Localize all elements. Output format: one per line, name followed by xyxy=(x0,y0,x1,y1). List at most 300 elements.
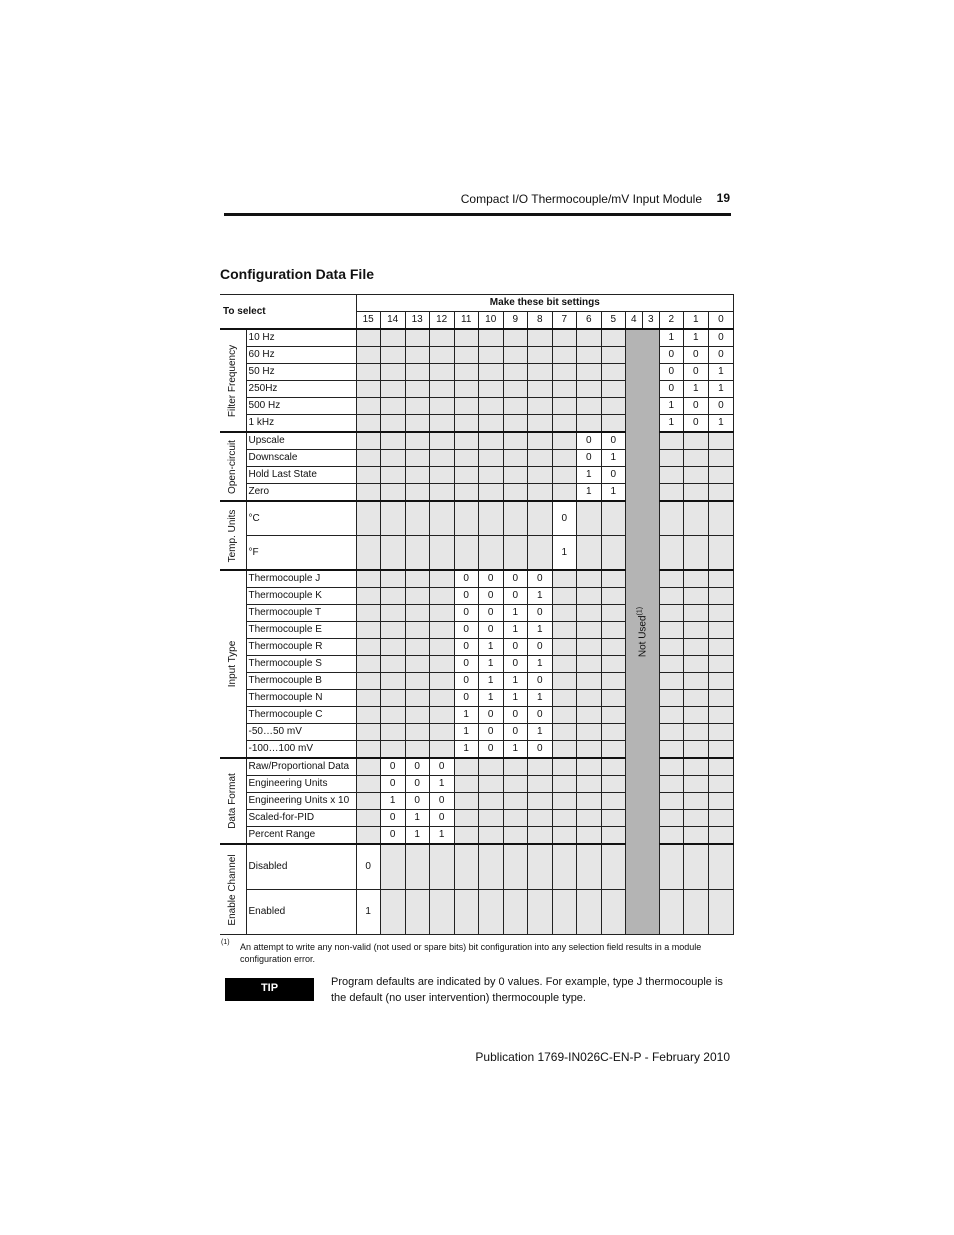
bit-cell-2: 0 xyxy=(659,364,683,381)
bit-cell-9 xyxy=(503,398,527,415)
bit-cell-5 xyxy=(601,381,625,398)
bit-cell-11: 0 xyxy=(454,570,478,588)
bit-cell-12 xyxy=(429,570,454,588)
bit-cell-1 xyxy=(683,776,708,793)
bit-cell-9: 1 xyxy=(503,690,527,707)
bit-cell-8: 1 xyxy=(527,690,552,707)
bit-cell-8 xyxy=(527,793,552,810)
bit-cell-10 xyxy=(478,432,503,450)
bit-cell-1 xyxy=(683,793,708,810)
bit-cell-0 xyxy=(708,570,733,588)
bit-cell-2 xyxy=(659,570,683,588)
bit-cell-15 xyxy=(356,329,380,347)
bit-cell-13: 1 xyxy=(405,827,429,845)
bit-cell-13 xyxy=(405,707,429,724)
bit-cell-12 xyxy=(429,364,454,381)
bit-cell-0 xyxy=(708,690,733,707)
bit-cell-15: 0 xyxy=(356,844,380,890)
bit-cell-7 xyxy=(552,398,576,415)
option-label: 250Hz xyxy=(246,381,356,398)
bit-cell-11: 1 xyxy=(454,741,478,759)
bit-cell-8 xyxy=(527,467,552,484)
bit-cell-8: 1 xyxy=(527,588,552,605)
bit-cell-0 xyxy=(708,827,733,845)
bit-cell-11 xyxy=(454,890,478,935)
bit-cell-12: 1 xyxy=(429,827,454,845)
bit-cell-2 xyxy=(659,793,683,810)
option-label: Zero xyxy=(246,484,356,502)
bit-cell-6 xyxy=(576,741,601,759)
bit-cell-11: 0 xyxy=(454,690,478,707)
bit-cell-7 xyxy=(552,810,576,827)
bit-cell-8 xyxy=(527,347,552,364)
bit-cell-2 xyxy=(659,690,683,707)
bit-cell-15 xyxy=(356,536,380,571)
bit-cell-9 xyxy=(503,793,527,810)
bit-cell-11: 0 xyxy=(454,588,478,605)
bit-cell-0 xyxy=(708,639,733,656)
bit-cell-8 xyxy=(527,844,552,890)
bit-cell-14 xyxy=(380,501,405,536)
bit-cell-7 xyxy=(552,707,576,724)
bit-header-12: 12 xyxy=(429,312,454,330)
group-label-text: Enable Channel xyxy=(226,853,238,926)
option-label: -50…50 mV xyxy=(246,724,356,741)
bit-cell-14 xyxy=(380,741,405,759)
bit-cell-15 xyxy=(356,501,380,536)
bit-cell-7 xyxy=(552,364,576,381)
bit-cell-7 xyxy=(552,484,576,502)
bit-cell-2: 1 xyxy=(659,415,683,433)
bit-cell-13: 0 xyxy=(405,793,429,810)
bit-cell-12: 1 xyxy=(429,776,454,793)
bit-cell-7 xyxy=(552,690,576,707)
option-label: Upscale xyxy=(246,432,356,450)
bit-cell-5 xyxy=(601,827,625,845)
bit-cell-15 xyxy=(356,605,380,622)
bit-cell-15 xyxy=(356,364,380,381)
bit-cell-1 xyxy=(683,810,708,827)
bit-cell-9: 0 xyxy=(503,724,527,741)
bit-cell-6 xyxy=(576,758,601,776)
not-used-label: Not Used$^{(1)}$ xyxy=(636,606,649,658)
bit-cell-2 xyxy=(659,588,683,605)
bit-cell-1 xyxy=(683,890,708,935)
bit-cell-10 xyxy=(478,890,503,935)
bit-cell-12 xyxy=(429,724,454,741)
bit-cell-11 xyxy=(454,810,478,827)
bit-cell-0 xyxy=(708,467,733,484)
bit-cell-10 xyxy=(478,793,503,810)
bit-cell-7 xyxy=(552,450,576,467)
bit-cell-6 xyxy=(576,605,601,622)
bit-cell-11 xyxy=(454,467,478,484)
bit-cell-6 xyxy=(576,639,601,656)
bit-cell-14 xyxy=(380,588,405,605)
bit-cell-12 xyxy=(429,467,454,484)
option-label: Thermocouple B xyxy=(246,673,356,690)
bit-cell-7 xyxy=(552,570,576,588)
bit-cell-2 xyxy=(659,605,683,622)
bit-cell-5 xyxy=(601,724,625,741)
bit-cell-2 xyxy=(659,639,683,656)
bit-header-6: 6 xyxy=(576,312,601,330)
bit-cell-8 xyxy=(527,484,552,502)
bit-cell-6 xyxy=(576,588,601,605)
option-label: °C xyxy=(246,501,356,536)
bit-cell-12 xyxy=(429,639,454,656)
bit-cell-0 xyxy=(708,536,733,571)
bit-cell-10 xyxy=(478,329,503,347)
bit-cell-0: 1 xyxy=(708,415,733,433)
bit-cell-15 xyxy=(356,793,380,810)
bit-cell-8: 0 xyxy=(527,707,552,724)
bit-cell-5 xyxy=(601,707,625,724)
bit-cell-13 xyxy=(405,536,429,571)
bit-cell-1 xyxy=(683,450,708,467)
bit-cell-1 xyxy=(683,844,708,890)
bit-cell-10 xyxy=(478,501,503,536)
bit-cell-8 xyxy=(527,364,552,381)
bit-cell-15 xyxy=(356,347,380,364)
bit-cell-10: 1 xyxy=(478,673,503,690)
bit-cell-14 xyxy=(380,381,405,398)
bit-cell-13 xyxy=(405,656,429,673)
bit-cell-12: 0 xyxy=(429,793,454,810)
bit-cell-7 xyxy=(552,347,576,364)
bit-cell-12 xyxy=(429,605,454,622)
bit-cell-7 xyxy=(552,827,576,845)
option-label: Engineering Units xyxy=(246,776,356,793)
bit-cell-13 xyxy=(405,450,429,467)
bit-cell-6: 1 xyxy=(576,484,601,502)
bit-cell-6 xyxy=(576,776,601,793)
bit-cell-0 xyxy=(708,501,733,536)
option-label: Thermocouple C xyxy=(246,707,356,724)
bit-cell-14: 0 xyxy=(380,776,405,793)
bit-header-7: 7 xyxy=(552,312,576,330)
bit-cell-13 xyxy=(405,690,429,707)
bit-cell-7: 0 xyxy=(552,501,576,536)
option-label: 10 Hz xyxy=(246,329,356,347)
header-rule xyxy=(224,213,731,216)
bit-cell-0 xyxy=(708,724,733,741)
bit-cell-14 xyxy=(380,364,405,381)
bit-cell-13 xyxy=(405,381,429,398)
bit-cell-1 xyxy=(683,673,708,690)
bit-cell-15 xyxy=(356,758,380,776)
to-select-header: To select xyxy=(220,295,356,330)
bit-cell-11 xyxy=(454,398,478,415)
bit-cell-14 xyxy=(380,415,405,433)
bit-cell-2 xyxy=(659,810,683,827)
bit-cell-9 xyxy=(503,484,527,502)
bit-cell-5 xyxy=(601,415,625,433)
bit-cell-5: 1 xyxy=(601,484,625,502)
bit-cell-1 xyxy=(683,622,708,639)
bit-cell-1 xyxy=(683,432,708,450)
bit-cell-9 xyxy=(503,844,527,890)
bit-header-4: 4 xyxy=(625,312,642,330)
bit-cell-12 xyxy=(429,656,454,673)
bit-cell-14 xyxy=(380,605,405,622)
option-label: -100…100 mV xyxy=(246,741,356,759)
bit-cell-15 xyxy=(356,810,380,827)
bit-cell-5: 0 xyxy=(601,467,625,484)
bit-cell-9: 0 xyxy=(503,656,527,673)
bit-cell-5 xyxy=(601,793,625,810)
bit-cell-13 xyxy=(405,415,429,433)
bit-cell-13 xyxy=(405,673,429,690)
option-label: Thermocouple T xyxy=(246,605,356,622)
bit-cell-6 xyxy=(576,398,601,415)
bit-header-11: 11 xyxy=(454,312,478,330)
bit-cell-13 xyxy=(405,467,429,484)
bit-cell-8: 0 xyxy=(527,605,552,622)
bit-cell-11 xyxy=(454,776,478,793)
bit-cell-9 xyxy=(503,536,527,571)
bit-cell-6: 0 xyxy=(576,432,601,450)
bit-cell-12 xyxy=(429,432,454,450)
bit-cell-14 xyxy=(380,844,405,890)
bit-cell-5 xyxy=(601,890,625,935)
bit-cell-2 xyxy=(659,776,683,793)
bit-cell-10: 0 xyxy=(478,622,503,639)
bit-cell-14 xyxy=(380,329,405,347)
group-label-text: Input Type xyxy=(226,640,238,688)
bit-cell-9 xyxy=(503,347,527,364)
bit-cell-10 xyxy=(478,776,503,793)
bit-cell-6 xyxy=(576,415,601,433)
bit-cell-12 xyxy=(429,741,454,759)
option-label: 500 Hz xyxy=(246,398,356,415)
group-label-text: Filter Frequency xyxy=(226,344,238,417)
bit-cell-10 xyxy=(478,415,503,433)
bit-cell-11: 0 xyxy=(454,673,478,690)
bit-cell-10 xyxy=(478,347,503,364)
bit-cell-12 xyxy=(429,707,454,724)
bit-cell-0 xyxy=(708,484,733,502)
bit-cell-9 xyxy=(503,450,527,467)
bit-cell-11 xyxy=(454,844,478,890)
bit-cell-8: 1 xyxy=(527,724,552,741)
bit-cell-6 xyxy=(576,536,601,571)
bit-cell-15 xyxy=(356,673,380,690)
bit-cell-8 xyxy=(527,450,552,467)
bit-cell-10 xyxy=(478,536,503,571)
option-label: Downscale xyxy=(246,450,356,467)
bit-cell-7 xyxy=(552,890,576,935)
page-number: 19 xyxy=(716,191,730,205)
bit-cell-7 xyxy=(552,622,576,639)
bit-cell-8 xyxy=(527,329,552,347)
bit-cell-14 xyxy=(380,347,405,364)
bit-cell-5 xyxy=(601,622,625,639)
option-label: Thermocouple J xyxy=(246,570,356,588)
bit-cell-1 xyxy=(683,758,708,776)
bit-cell-1 xyxy=(683,467,708,484)
bit-cell-0 xyxy=(708,432,733,450)
bit-cell-8 xyxy=(527,501,552,536)
bit-cell-13 xyxy=(405,329,429,347)
bit-cell-0: 1 xyxy=(708,364,733,381)
bit-cell-12 xyxy=(429,501,454,536)
bit-cell-8 xyxy=(527,536,552,571)
bit-cell-14 xyxy=(380,639,405,656)
bit-cell-12 xyxy=(429,536,454,571)
bit-cell-13 xyxy=(405,622,429,639)
bit-cell-9 xyxy=(503,776,527,793)
bit-cell-2: 1 xyxy=(659,398,683,415)
bit-cell-5 xyxy=(601,605,625,622)
bit-cell-7 xyxy=(552,673,576,690)
bit-cell-5 xyxy=(601,758,625,776)
bit-cell-0 xyxy=(708,844,733,890)
bit-cell-7 xyxy=(552,741,576,759)
bit-cell-15 xyxy=(356,690,380,707)
bit-cell-10: 0 xyxy=(478,724,503,741)
footnote-text: An attempt to write any non-valid (not used or spare bits) bit configuration into any selection field results in a module configuration error. xyxy=(240,942,702,964)
bit-cell-13: 0 xyxy=(405,776,429,793)
bit-cell-14 xyxy=(380,690,405,707)
bit-cell-14 xyxy=(380,450,405,467)
bit-cell-12 xyxy=(429,450,454,467)
bit-cell-15 xyxy=(356,707,380,724)
bit-cell-15 xyxy=(356,776,380,793)
bit-cell-8: 1 xyxy=(527,622,552,639)
bit-cell-10 xyxy=(478,827,503,845)
bit-cell-12 xyxy=(429,690,454,707)
bit-cell-10 xyxy=(478,364,503,381)
bit-cell-1: 0 xyxy=(683,398,708,415)
bit-cell-11: 0 xyxy=(454,639,478,656)
bit-cell-14 xyxy=(380,398,405,415)
bit-cell-2 xyxy=(659,707,683,724)
bit-cell-0 xyxy=(708,890,733,935)
bit-cell-2 xyxy=(659,741,683,759)
bit-cell-6 xyxy=(576,347,601,364)
bit-cell-7 xyxy=(552,381,576,398)
option-label: Thermocouple E xyxy=(246,622,356,639)
bit-cell-12: 0 xyxy=(429,758,454,776)
bit-cell-14: 1 xyxy=(380,793,405,810)
bit-cell-9 xyxy=(503,329,527,347)
bit-cell-6 xyxy=(576,724,601,741)
bit-cell-11 xyxy=(454,827,478,845)
bit-cell-1 xyxy=(683,707,708,724)
bit-cell-13: 1 xyxy=(405,810,429,827)
bit-cell-1 xyxy=(683,501,708,536)
bit-cell-2 xyxy=(659,844,683,890)
bit-cell-10 xyxy=(478,484,503,502)
bit-cell-14 xyxy=(380,673,405,690)
bit-cell-0 xyxy=(708,622,733,639)
bit-cell-1 xyxy=(683,827,708,845)
bit-cell-7 xyxy=(552,844,576,890)
bit-cell-15 xyxy=(356,570,380,588)
option-label: 50 Hz xyxy=(246,364,356,381)
not-used-block xyxy=(625,329,659,935)
bit-cell-11: 0 xyxy=(454,656,478,673)
bit-cell-7 xyxy=(552,329,576,347)
bit-cell-13 xyxy=(405,890,429,935)
bit-cell-11 xyxy=(454,536,478,571)
bit-cell-14: 0 xyxy=(380,810,405,827)
bit-cell-12 xyxy=(429,622,454,639)
bit-cell-2: 0 xyxy=(659,347,683,364)
bit-cell-11 xyxy=(454,347,478,364)
bit-cell-6 xyxy=(576,570,601,588)
bit-cell-14 xyxy=(380,570,405,588)
bit-cell-0 xyxy=(708,588,733,605)
bit-cell-0: 0 xyxy=(708,329,733,347)
footnote-mark: (1) xyxy=(221,939,230,946)
bit-cell-5: 1 xyxy=(601,450,625,467)
bit-cell-15 xyxy=(356,724,380,741)
bit-header-1: 1 xyxy=(683,312,708,330)
bit-cell-12 xyxy=(429,484,454,502)
option-label: 1 kHz xyxy=(246,415,356,433)
bit-header-9: 9 xyxy=(503,312,527,330)
option-label: °F xyxy=(246,536,356,571)
bit-cell-0 xyxy=(708,707,733,724)
bit-cell-6 xyxy=(576,793,601,810)
bit-cell-15 xyxy=(356,398,380,415)
bit-cell-8: 0 xyxy=(527,741,552,759)
bit-cell-1: 0 xyxy=(683,347,708,364)
bit-cell-10 xyxy=(478,758,503,776)
bit-cell-15 xyxy=(356,432,380,450)
bit-cell-13 xyxy=(405,484,429,502)
bit-cell-13: 0 xyxy=(405,758,429,776)
bit-cell-13 xyxy=(405,347,429,364)
bit-cell-14 xyxy=(380,724,405,741)
bit-cell-14 xyxy=(380,890,405,935)
bit-cell-8 xyxy=(527,810,552,827)
bit-cell-8 xyxy=(527,432,552,450)
bit-cell-11 xyxy=(454,793,478,810)
bit-cell-12 xyxy=(429,329,454,347)
bit-cell-7 xyxy=(552,776,576,793)
option-label: Thermocouple S xyxy=(246,656,356,673)
option-label: Percent Range xyxy=(246,827,356,845)
bit-cell-5 xyxy=(601,347,625,364)
group-label xyxy=(220,758,246,844)
bit-cell-2 xyxy=(659,758,683,776)
bit-cell-9: 1 xyxy=(503,605,527,622)
bit-cell-6 xyxy=(576,364,601,381)
bit-cell-9 xyxy=(503,890,527,935)
bit-cell-2 xyxy=(659,673,683,690)
bit-cell-11 xyxy=(454,381,478,398)
table-row xyxy=(220,329,734,347)
bit-cell-6 xyxy=(576,673,601,690)
bit-cell-13 xyxy=(405,432,429,450)
bit-cell-14: 0 xyxy=(380,827,405,845)
bit-cell-1 xyxy=(683,639,708,656)
group-label-text: Temp. Units xyxy=(226,509,238,562)
bit-cell-2 xyxy=(659,484,683,502)
bit-header-0: 0 xyxy=(708,312,733,330)
bit-cell-9 xyxy=(503,364,527,381)
bit-cell-6: 0 xyxy=(576,450,601,467)
bit-cell-13 xyxy=(405,398,429,415)
bit-cell-10 xyxy=(478,450,503,467)
bit-cell-7 xyxy=(552,758,576,776)
bit-cell-5 xyxy=(601,588,625,605)
bit-cell-5 xyxy=(601,329,625,347)
bit-header-2: 2 xyxy=(659,312,683,330)
